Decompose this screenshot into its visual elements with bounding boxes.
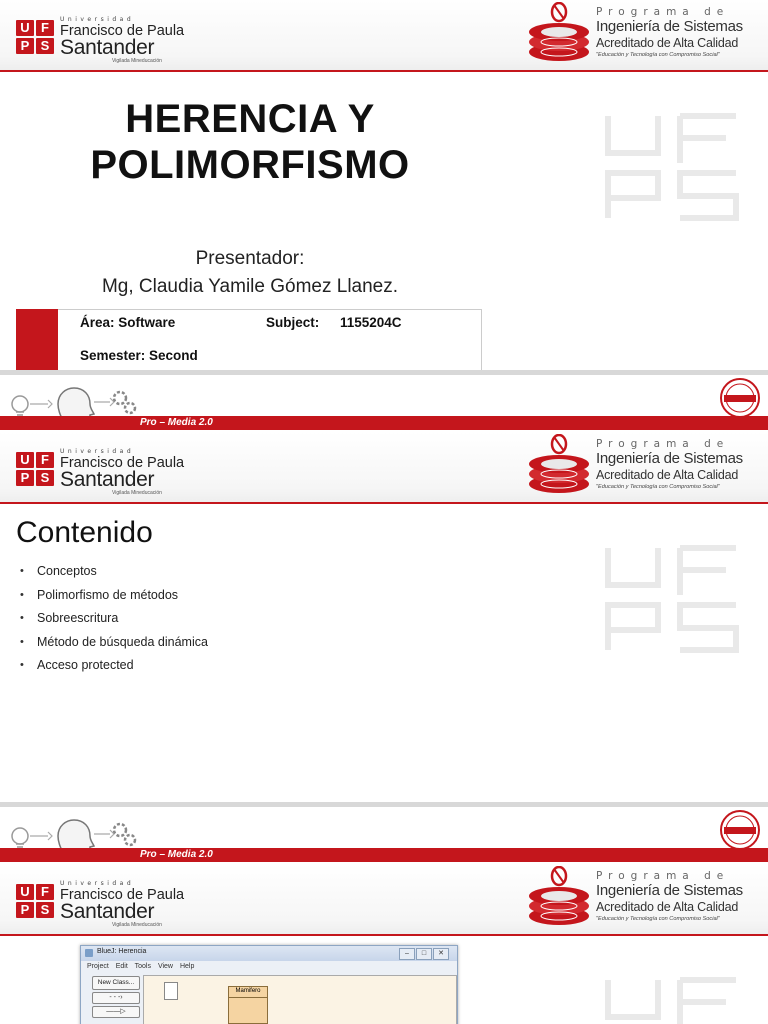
- slide-header: [0, 864, 768, 934]
- list-item-text: Polimorfismo de métodos: [37, 587, 179, 602]
- ufps-logo: [16, 16, 185, 66]
- univ-name-1: Francisco de Paula: [60, 887, 185, 903]
- program-label: Programa de: [596, 6, 730, 18]
- bullet-icon: •: [20, 588, 24, 601]
- ufps-letter: F: [36, 20, 54, 36]
- univ-name-2: Santander: [60, 900, 155, 923]
- ufps-watermark-icon: [598, 972, 746, 1024]
- program-logo: [526, 432, 756, 500]
- subject-label: Subject:: [266, 315, 320, 330]
- footer-tagline: Pro – Media 2.0: [140, 849, 213, 860]
- ufps-mark: [16, 452, 56, 488]
- contents-heading: Contenido: [16, 516, 153, 549]
- window-titlebar[interactable]: [81, 946, 457, 961]
- program-motto: "Educación y Tecnología con Compromiso Social": [596, 916, 720, 922]
- ufps-watermark-icon: [598, 108, 746, 226]
- univ-name-1: Francisco de Paula: [60, 23, 185, 39]
- menu-project[interactable]: Project: [87, 963, 109, 970]
- class-box-mamifero[interactable]: [228, 986, 268, 1024]
- header-divider: [0, 502, 768, 504]
- footer-top-bar: [0, 802, 768, 807]
- ufps-letter: P: [16, 38, 34, 54]
- ufps-letter: F: [36, 452, 54, 468]
- uses-arrow-button[interactable]: - - -›: [92, 992, 140, 1004]
- menu-edit[interactable]: Edit: [115, 963, 128, 970]
- ufps-letter: U: [16, 452, 34, 468]
- list-item: [20, 586, 208, 610]
- slide-header: [0, 0, 768, 70]
- univ-motto: Vigilada Mineducación: [112, 922, 162, 928]
- ufps-letter: U: [16, 884, 34, 900]
- menu-view[interactable]: View: [157, 963, 173, 970]
- program-label: Programa de: [596, 870, 730, 882]
- program-label: Programa de: [596, 438, 730, 450]
- program-seal-icon: [526, 866, 592, 930]
- class-diagram-canvas[interactable]: [143, 975, 457, 1024]
- menu-help[interactable]: Help: [179, 963, 195, 970]
- footer-red-bar: [0, 416, 768, 430]
- bullet-icon: •: [20, 565, 24, 577]
- program-name: Ingeniería de Sistemas: [596, 882, 743, 899]
- univ-label: Universidad: [60, 880, 135, 887]
- accreditation: Acreditado de Alta Calidad: [596, 36, 739, 50]
- program-logo: [526, 864, 756, 932]
- footer-red-bar: [0, 848, 768, 862]
- semester-label: Semester: Second: [80, 348, 198, 363]
- slide-title: [0, 0, 768, 432]
- menu-tools[interactable]: Tools: [134, 963, 151, 970]
- presenter-label: Presentador:: [195, 248, 305, 269]
- program-motto: "Educación y Tecnología con Compromiso Social": [596, 484, 720, 490]
- slide-footer: [0, 370, 768, 432]
- program-name: Ingeniería de Sistemas: [596, 450, 743, 467]
- list-item-text: Acceso protected: [37, 658, 134, 672]
- subject-code: 1155204C: [340, 315, 402, 330]
- ufps-letter: S: [36, 38, 54, 54]
- program-seal-icon: [526, 434, 592, 498]
- ufps-letter: P: [16, 902, 34, 918]
- ufps-letter: U: [16, 20, 34, 36]
- univ-name-1: Francisco de Paula: [60, 455, 185, 471]
- slide-title-heading: [80, 96, 420, 188]
- accreditation: Acreditado de Alta Calidad: [596, 468, 739, 482]
- title-line-1: HERENCIA Y: [125, 97, 375, 141]
- quality-seal-icon: [720, 810, 760, 850]
- program-motto: "Educación y Tecnología con Compromiso Social": [596, 52, 720, 58]
- program-seal-icon: [526, 2, 592, 66]
- univ-label: Universidad: [60, 448, 135, 455]
- inherits-arrow-button[interactable]: ——▷: [92, 1006, 140, 1018]
- accreditation: Acreditado de Alta Calidad: [596, 900, 739, 914]
- footer-top-bar: [0, 370, 768, 375]
- list-item: [20, 633, 208, 657]
- close-icon[interactable]: ✕: [433, 948, 449, 960]
- maximize-icon[interactable]: □: [416, 948, 432, 960]
- header-divider: [0, 70, 768, 72]
- bullet-icon: •: [20, 659, 24, 671]
- slide-header: [0, 432, 768, 502]
- list-item-text: Conceptos: [37, 564, 97, 578]
- univ-label: Universidad: [60, 16, 135, 23]
- quality-seal-icon: [720, 378, 760, 418]
- list-item: [20, 562, 208, 586]
- ufps-letter: S: [36, 470, 54, 486]
- ufps-letter: F: [36, 884, 54, 900]
- header-divider: [0, 934, 768, 936]
- minimize-icon[interactable]: –: [399, 948, 415, 960]
- slide-footer: [0, 802, 768, 864]
- bluej-app-icon: [85, 949, 93, 957]
- menu-bar: [87, 963, 199, 970]
- list-item-text: Método de búsqueda dinámica: [37, 634, 208, 649]
- program-logo: [526, 0, 756, 68]
- class-name: Mamifero: [229, 988, 267, 998]
- ufps-letter: P: [16, 470, 34, 486]
- list-item-text: Sobreescritura: [37, 611, 119, 625]
- ufps-mark: [16, 884, 56, 920]
- new-class-button[interactable]: New Class...: [92, 976, 140, 990]
- ufps-logo: [16, 448, 185, 498]
- ufps-logo: [16, 880, 185, 930]
- contents-list: [20, 562, 208, 680]
- ufps-mark: [16, 20, 56, 56]
- list-item: [20, 609, 208, 633]
- ufps-letter: S: [36, 902, 54, 918]
- univ-name-2: Santander: [60, 468, 155, 491]
- list-item: [20, 656, 208, 680]
- univ-motto: Vigilada Mineducación: [112, 58, 162, 64]
- readme-document-icon[interactable]: [164, 982, 178, 1000]
- window-title: BlueJ: Herencia: [97, 948, 147, 955]
- course-info-box: [58, 309, 482, 372]
- info-accent-bar: [16, 309, 58, 371]
- slide-bluej-example: [0, 864, 768, 1024]
- bullet-icon: •: [20, 612, 24, 624]
- area-label: Área: Software: [80, 315, 176, 330]
- bullet-icon: •: [20, 635, 24, 648]
- bluej-window: [80, 945, 458, 1024]
- univ-name-2: Santander: [60, 36, 155, 59]
- ufps-watermark-icon: [598, 540, 746, 658]
- slide-contents: [0, 432, 768, 864]
- title-line-2: POLIMORFISMO: [90, 143, 410, 187]
- program-name: Ingeniería de Sistemas: [596, 18, 743, 35]
- univ-motto: Vigilada Mineducación: [112, 490, 162, 496]
- footer-tagline: Pro – Media 2.0: [140, 417, 213, 428]
- presenter-name: Mg, Claudia Yamile Gómez Llanez.: [101, 276, 399, 297]
